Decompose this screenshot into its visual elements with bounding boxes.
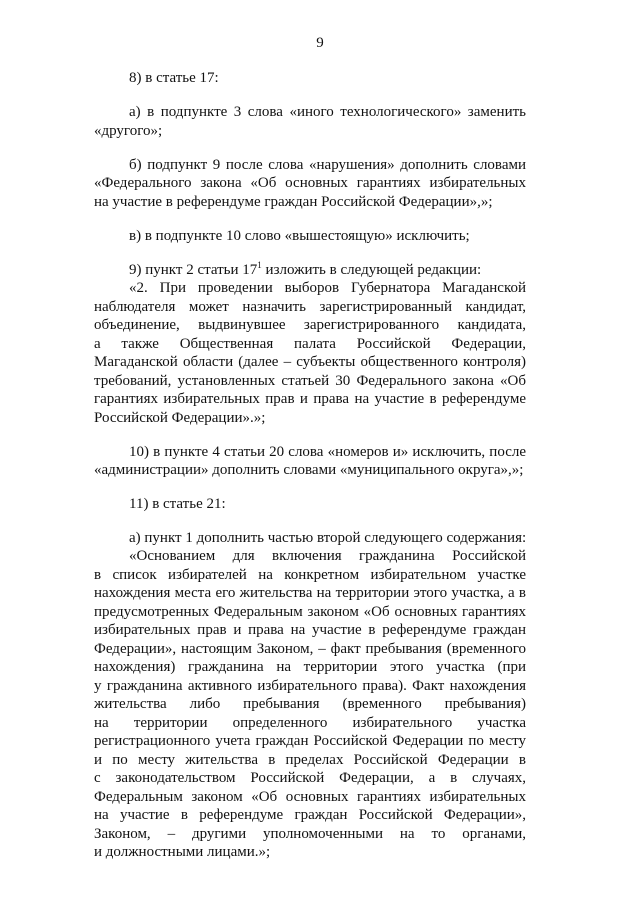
text-line: на участие в референдуме граждан Российской Федерации»,: [94, 807, 526, 823]
text-line: а также Общественная палата Российской Федерации,: [94, 336, 526, 352]
text-line: б) подпункт 9 после слова «нарушения» дополнить словами: [129, 157, 526, 173]
text-line: 11) в статье 21:: [129, 496, 226, 512]
text-line: у гражданина активного избирательного права). Факт нахождения: [94, 678, 526, 694]
text-line: «Федерального закона «Об основных гарантиях избирательных: [94, 175, 526, 191]
text-line: нахождения) гражданина на территории этого участка (при: [94, 659, 526, 675]
text-line: регистрационного учета граждан Российской Федерации по месту: [94, 733, 526, 749]
page-number: 9: [316, 35, 324, 51]
text-line: «администрации» дополнить словами «муниципального округа»,»;: [94, 462, 524, 478]
text-line: а) в подпункте 3 слова «иного технологического» заменить: [129, 104, 526, 120]
text-line: в) в подпункте 10 слово «вышестоящую» исключить;: [129, 228, 470, 244]
text-line: 10) в пункте 4 статьи 20 слова «номеров и» исключить, после: [129, 444, 526, 460]
text-line: с законодательством Российской Федерации, а в случаях,: [94, 770, 526, 786]
text-line: жительства либо пребывания (временного пребывания): [94, 696, 526, 712]
text-line: наблюдателя может назначить зарегистрированный кандидат,: [94, 299, 526, 315]
text-line: Российской Федерации».»;: [94, 410, 266, 426]
text-line: и должностными лицами.»;: [94, 844, 271, 860]
text-line: на участие в референдуме граждан Российской Федерации»,»;: [94, 194, 493, 210]
text-line: Законом, – другими уполномоченными на то органами,: [94, 826, 526, 842]
text-line: в список избирателей на конкретном избирательном участке: [94, 567, 526, 583]
text-line: «другого»;: [94, 123, 163, 139]
text-line: Федеральным законом «Об основных гарантиях избирательных: [94, 789, 526, 805]
text-line: нахождения места его жительства на территории этого участка, а в: [94, 585, 526, 601]
text-line: объединение, выдвинувшее зарегистрированного кандидата,: [94, 317, 526, 333]
text-line: и по месту жительства в пределах Российской Федерации в: [94, 752, 526, 768]
text-line: Федерации», настоящим Законом, – факт пребывания (временного: [94, 641, 526, 657]
text-line: «Основанием для включения гражданина Российской: [129, 548, 526, 564]
text-line: 8) в статье 17:: [129, 70, 219, 86]
text-line: а) пункт 1 дополнить частью второй следующего содержания:: [129, 530, 527, 546]
text-line: «2. При проведении выборов Губернатора Магаданской: [129, 280, 526, 296]
text-line: предусмотренных Федеральным законом «Об основных гарантиях: [94, 604, 526, 620]
text-line: на территории определенного избирательного участка: [94, 715, 526, 731]
text-line: Магаданской области (далее – субъекты общественного контроля): [94, 354, 526, 370]
text-line: 9) пункт 2 статьи $17^1$ изложить в следующей редакции:: [129, 260, 482, 278]
text-line: гарантиях избирательных прав и права на участие в референдуме: [94, 391, 526, 407]
text-line: избирательных прав и права на участие в референдуме граждан: [94, 622, 526, 638]
text-line: требований, установленных статьей 30 Федерального закона «Об: [94, 373, 526, 389]
